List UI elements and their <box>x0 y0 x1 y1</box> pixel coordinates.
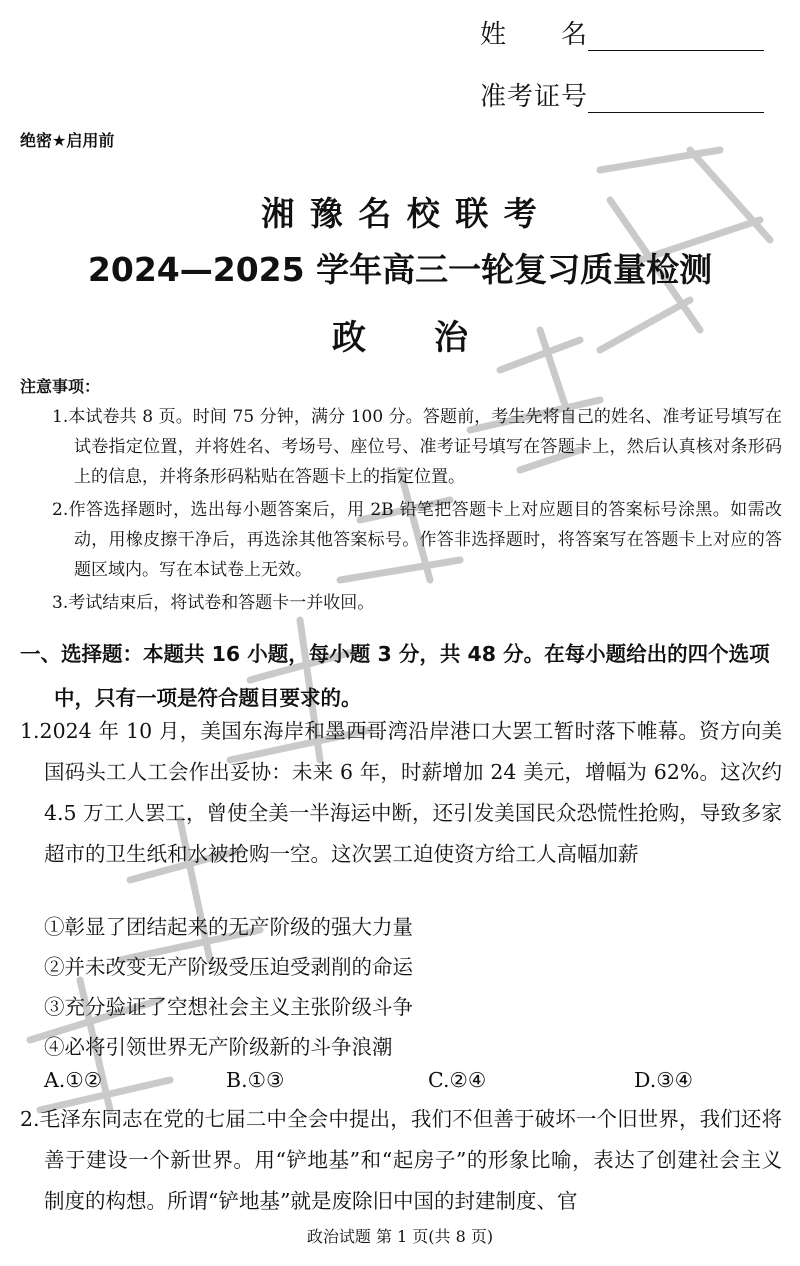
q1-option-d[interactable]: D.③④ <box>634 1068 693 1092</box>
confidential-mark: 绝密★启用前 <box>20 131 115 150</box>
name-blank[interactable] <box>588 24 764 51</box>
page-footer: 政治试题 第 1 页(共 8 页) <box>306 1227 494 1246</box>
q1-option-b[interactable]: B.①③ <box>226 1068 285 1092</box>
exam-title-line1: 湘 豫 名 校 联 考 <box>261 194 539 233</box>
subject-title: 政 治 <box>332 318 468 358</box>
section-heading: 一、选择题：本题共 16 小题，每小题 3 分，共 48 分。在每小题给出的四个选项中，只有一项是符合题目要求的。 <box>20 642 770 710</box>
question-2-stem: 2.毛泽东同志在党的七届二中全会中提出，我们不但善于破坏一个旧世界，我们还将善于建设一个新世界。用“铲地基”和“起房子”的形象比喻，表达了创建社会主义制度的构想。所谓“铲地基”就是废除旧中国的封建制度、官 <box>20 1107 782 1213</box>
q1-option-a[interactable]: A.①② <box>44 1068 103 1092</box>
exam-title-line2: 2024—2025 学年高三一轮复习质量检测 <box>87 250 713 289</box>
q1-option-c[interactable]: C.②④ <box>428 1068 487 1092</box>
note-item: 2.作答选择题时，选出每小题答案后，用 2B 铅笔把答题卡上对应题目的答案标号涂黑。如需改动，用橡皮擦干净后，再选涂其他答案标号。作答非选择题时，将答案写在答题卡上对应的答题区域内。写在本试卷上无效。 <box>52 500 782 580</box>
notes-heading: 注意事项： <box>20 377 101 396</box>
note-item: 1.本试卷共 8 页。时间 75 分钟，满分 100 分。答题前，考生先将自己的姓名、准考证号填写在试卷指定位置，并将姓名、考场号、座位号、准考证号填写在答题卡上，然后认真核对条形码上的信息，并将条形码粘贴在答题卡上的指定位置。 <box>52 407 782 487</box>
q1-statement-1: ①彰显了团结起来的无产阶级的强大力量 <box>44 915 413 939</box>
exam-id-label: 准考证号 <box>480 82 589 112</box>
q1-statement-3: ③充分验证了空想社会主义主张阶级斗争 <box>44 995 413 1019</box>
q1-statement-2: ②并未改变无产阶级受压迫受剥削的命运 <box>44 955 413 979</box>
note-item: 3.考试结束后，将试卷和答题卡一并收回。 <box>52 593 375 613</box>
name-label: 姓 名 <box>480 20 589 50</box>
exam-id-blank[interactable] <box>588 86 764 113</box>
exam-id-field <box>480 76 764 113</box>
name-field <box>480 14 764 51</box>
question-1-stem: 1.2024 年 10 月，美国东海岸和墨西哥湾沿岸港口大罢工暂时落下帷幕。资方向美国码头工人工会作出妥协：未来 6 年，时薪增加 24 美元，增幅为 62%。这次约 4.5 万工人罢工，曾使全美一半海运中断，还引发美国民众恐慌性抢购，导致多家超市的卫生纸和水被抢购一空。这次罢工迫使资方给工人高幅加薪 <box>20 719 782 866</box>
q1-statement-4: ④必将引领世界无产阶级新的斗争浪潮 <box>44 1035 393 1059</box>
